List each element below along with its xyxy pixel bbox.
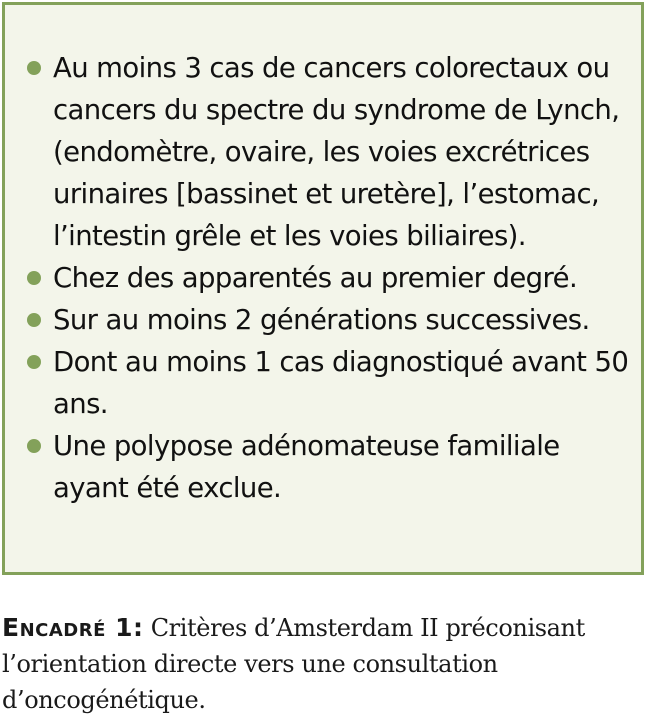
criteria-item-text: Dont au moins 1 cas diagnostiqué avant 50 ans. bbox=[53, 346, 629, 420]
criteria-box bbox=[2, 2, 644, 575]
box-caption bbox=[2, 610, 646, 718]
criteria-item-text: Au moins 3 cas de cancers colorectaux ou cancers du spectre du syndrome de Lynch, (endomètre, ovaire, les voies excrétrices urinaires [bassinet et uretère], l’estomac, l’intestin grêle et les voies biliaires). bbox=[53, 52, 620, 252]
criteria-item-text: Chez des apparentés au premier degré. bbox=[53, 262, 578, 294]
list-item bbox=[27, 257, 633, 299]
caption-label: Encadré 1: bbox=[2, 613, 144, 642]
list-item bbox=[27, 341, 633, 425]
list-item bbox=[27, 299, 633, 341]
list-item bbox=[27, 47, 633, 257]
caption-text: Critères d’Amsterdam II préconisant l’orientation directe vers une consultation d’oncogénétique. bbox=[2, 614, 585, 714]
bullet-icon bbox=[27, 313, 41, 327]
criteria-item-text: Une polypose adénomateuse familiale ayant été exclue. bbox=[53, 430, 560, 504]
criteria-item-text: Sur au moins 2 générations successives. bbox=[53, 304, 590, 336]
bullet-icon bbox=[27, 271, 41, 285]
criteria-list bbox=[27, 47, 633, 509]
bullet-icon bbox=[27, 439, 41, 453]
list-item bbox=[27, 425, 633, 509]
bullet-icon bbox=[27, 61, 41, 75]
bullet-icon bbox=[27, 355, 41, 369]
